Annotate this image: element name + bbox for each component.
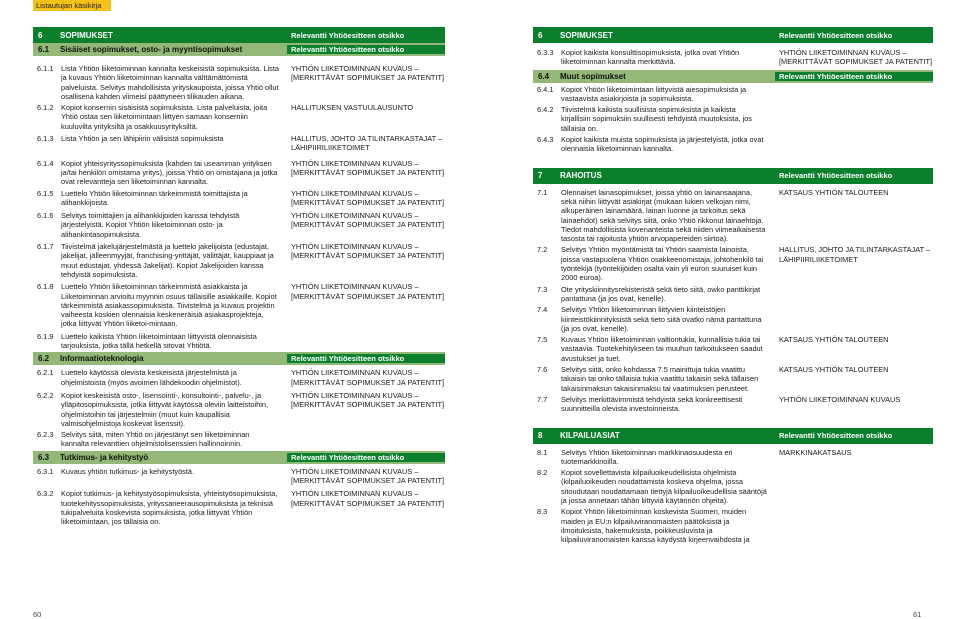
checklist-row — [533, 507, 933, 544]
prospectus-section: YHTIÖN LIIKETOIMINNAN KUVAUS – [MERKITTÄVÄT SOPIMUKSET JA PATENTIT] — [291, 368, 445, 387]
checklist-row — [533, 285, 933, 304]
prospectus-section: YHTIÖN LIIKETOIMINNAN KUVAUS – [MERKITTÄVÄT SOPIMUKSET JA PATENTIT] — [291, 211, 445, 230]
item-text: Kopiot kaikista muista sopimuksista ja järjestelyistä, jotka ovat olennaisia liiketoiminnan kannalta. — [561, 135, 764, 154]
column-header: Relevantti Yhtiöesitteen otsikko — [287, 45, 445, 54]
item-text: Kuvaus yhtiön tutkimus- ja kehitystyöstä. — [61, 466, 195, 476]
item-number: 7.2 — [537, 245, 548, 255]
item-text: Kopiot sovellettavista kilpailuoikeudellisista ohjelmista (kilpailuoikeuden noudattamista koskeva ohjelma, jossa sitoudutaan noudattamaan tiettyjä kilpailuoikeudellisia sääntöjä ja jossa annetaan tähän liittyviä käytännön ohjeita). — [561, 468, 767, 505]
prospectus-section — [775, 285, 933, 304]
subsection-heading — [33, 43, 445, 56]
section-title: KILPAILUASIAT — [560, 431, 620, 440]
section-heading — [33, 27, 445, 43]
item-text: Selvitys toimittajien ja alihankkijoiden kanssa tehdyistä järjestelyistä. Kopiot Yhtiön liiketoiminnan osto- ja alihankintasopimuksista. — [61, 211, 240, 239]
prospectus-section — [775, 305, 933, 333]
item-number: 6.2.2 — [37, 390, 54, 400]
item-number: 6.2.3 — [37, 430, 54, 440]
column-header: Relevantti Yhtiöesitteen otsikko — [291, 30, 405, 40]
item-text: Kuvaus Yhtiön liiketoiminnan valtiontukia, kunnallisia tukia tai vastaavia. Tuotekehitykseen tai muuhun tarkoitukseen saadut avustukset ja tuet. — [561, 335, 763, 363]
prospectus-section: KATSAUS YHTIÖN TALOUTEEN — [779, 187, 889, 197]
prospectus-section — [775, 507, 933, 544]
prospectus-section: HALLITUS, JOHTO JA TILINTARKASTAJAT – LÄHIPIIRILIIKETOIMET — [291, 134, 443, 153]
checklist-row — [533, 135, 933, 154]
column-header: Relevantti Yhtiöesitteen otsikko — [779, 171, 893, 181]
section-number: 6.1 — [38, 45, 50, 54]
item-number: 8.1 — [537, 447, 548, 457]
section-heading — [533, 428, 933, 444]
prospectus-section: YHTIÖN LIIKETOIMINNAN KUVAUS – [MERKITTÄVÄT SOPIMUKSET JA PATENTIT] — [779, 48, 933, 67]
item-text: Kopiot yhteisyrityssopimuksista (kahden tai useamman yrityksen ja/tai henkilön omistama yritys), joissa Yhtiö on omistajana ja jotka ovat relevantteja sen liiketoiminnan kannalta. — [61, 158, 278, 187]
checklist-row — [533, 245, 933, 282]
checklist-row — [533, 365, 933, 393]
checklist-row — [33, 103, 445, 131]
item-number: 7.5 — [537, 335, 548, 345]
checklist-row — [533, 188, 933, 244]
checklist-row — [33, 368, 445, 387]
checklist-row — [533, 85, 933, 104]
prospectus-section — [775, 468, 933, 505]
item-number: 6.4.2 — [537, 105, 554, 115]
section-heading — [533, 168, 933, 184]
section-title: Sisäiset sopimukset, osto- ja myyntisopimukset — [60, 45, 243, 54]
section-number: 8 — [538, 431, 543, 440]
left-page — [33, 27, 445, 526]
column-header: Relevantti Yhtiöesitteen otsikko — [779, 30, 893, 40]
checklist-row — [33, 64, 445, 101]
item-number: 7.3 — [537, 284, 548, 294]
column-header: Relevantti Yhtiöesitteen otsikko — [775, 72, 933, 81]
right-page — [533, 27, 933, 544]
item-number: 6.3.3 — [537, 48, 554, 57]
checklist-row — [533, 395, 933, 414]
item-text: Lista Yhtiön liiketoiminnan kannalta keskeisistä sopimuksista. Lista ja kuvaus Yhtiön liiketoiminnan kannalta välttämättömistä palveluista. Selvitys mahdollisista yrityskaupoista, joissa Yhtiö ollut osallisena kahden viimeisi päättyneen tilikauden aikana. — [61, 64, 279, 101]
prospectus-section — [775, 85, 933, 104]
item-text: Luettelo käytössä olevista keskeisistä järjestelmistä ja ohjelmistoista (myös avoimen lähdekoodin ohjelmistot). — [61, 368, 242, 387]
subsection-heading — [33, 352, 445, 365]
prospectus-section: YHTIÖN LIIKETOIMINNAN KUVAUS – [MERKITTÄVÄT SOPIMUKSET JA PATENTIT] — [291, 282, 445, 301]
section-number: 6 — [38, 30, 43, 40]
section-heading — [533, 27, 933, 43]
checklist-row — [33, 189, 445, 208]
header-tab: Listautujan käsikirja — [33, 0, 111, 11]
prospectus-section: HALLITUKSEN VASTUULAUSUNTO — [291, 103, 414, 113]
item-number: 6.3.1 — [37, 466, 54, 476]
subsection-heading — [533, 70, 933, 83]
section-number: 6.2 — [38, 354, 50, 364]
prospectus-section: YHTIÖN LIIKETOIMINNAN KUVAUS – [MERKITTÄVÄT SOPIMUKSET JA PATENTIT] — [291, 390, 445, 410]
item-text: Ote yrityskiinnitysrekisteristä sekä tieto siitä, owko panttikirjat pantattuna (ja jos ovat, kenelle). — [561, 284, 761, 303]
item-text: Selvitys Yhtiön myöntämistä tai Yhtiön saamista lainoista, joissa vastapuolena Yhtiön osakkeenomistaja, johtohenkilö tai työntekijä (työntekijöiden osalta vain yli euron suuruiset kuin 2000 euroa). — [561, 245, 764, 283]
prospectus-section: KATSAUS YHTIÖN TALOUTEEN — [779, 365, 889, 375]
item-text: Selvitys merkittävimmistä tehdyistä sekä konkreettisesti suunnitteilla olevista investoinneista. — [561, 394, 743, 414]
section-title: SOPIMUKSET — [560, 30, 613, 40]
item-number: 6.1.2 — [37, 103, 54, 113]
section-title: SOPIMUKSET — [60, 30, 113, 40]
checklist-row — [33, 211, 445, 239]
item-text: Kopiot tutkimus- ja kehitystyösopimuksista, yhteistyösopimuksista, tuotekehityssopimuksista, yrityssaneerausopimuksista ja teknisiä tukipalveluita koskevista sopimuksista, jotka liittyvät Yhtiön liiketoimintaan, jos tällaisia on. — [61, 489, 278, 527]
column-header: Relevantti Yhtiöesitteen otsikko — [287, 354, 445, 363]
prospectus-section: YHTIÖN LIIKETOIMINNAN KUVAUS – [MERKITTÄVÄT SOPIMUKSET JA PATENTIT] — [291, 188, 445, 207]
item-number: 6.2.1 — [37, 368, 54, 378]
page-number-right: 61 — [913, 610, 922, 619]
item-number: 8.3 — [537, 507, 548, 517]
item-number: 7.1 — [537, 187, 548, 197]
item-number: 7.4 — [537, 305, 548, 315]
checklist-row — [33, 489, 445, 526]
checklist-row — [533, 448, 933, 467]
checklist-row — [33, 134, 445, 153]
item-text: Tiivistelmä kaikista suullisista sopimuksista ja kaikista kirjallisiin sopimuksiin suullisesti tehdyistä muutoksista, jos tällaisia on. — [561, 105, 752, 133]
prospectus-section — [287, 332, 445, 351]
prospectus-section: MARKKINAKATSAUS — [779, 447, 852, 457]
section-title: Muut sopimukset — [560, 71, 626, 81]
item-text: Luettelo Yhtiön liiketoiminnan tärkeimmistä toimittajista ja alihankkijoista. — [61, 188, 248, 207]
prospectus-section: YHTIÖN LIIKETOIMINNAN KUVAUS – [MERKITTÄVÄT SOPIMUKSET JA PATENTIT] — [291, 242, 445, 261]
item-text: Selvitys Yhtiön liiketoiminnan markkinaosuudesta eri tuotemarkkinoilla. — [561, 447, 733, 466]
item-text: Tiivistelmä jakelujärjestelmästä ja luettelo jakelijoista (edustajat, jakelijat, jälleenmyyjät, franchising-yrittäjät, välittäjät, kauppiaat ja muut edustajat, yhdessä Jakelijat). Kopiot Jakelijoiden kanssa tehdyistä sopimuksista. — [61, 242, 274, 279]
checklist-row — [33, 467, 445, 486]
checklist-row — [33, 332, 445, 351]
checklist-row — [533, 48, 933, 67]
section-title: Informaatioteknologia — [60, 354, 144, 364]
prospectus-section — [775, 105, 933, 133]
item-text: Kopiot keskeisistä osto-, lisensointi-, konsultointi-, palvelu-, ja ylläpitosopimuksista, jotka liittyvät käytössä oleviin laitteistoihin, ohjelmistoihin tai järjestelmiin (muut kuin kaupallisia valmisohjelmistoja koskevat lisenssit). — [61, 390, 269, 428]
checklist-row — [33, 282, 445, 328]
column-header: Relevantti Yhtiöesitteen otsikko — [287, 453, 445, 462]
item-number: 6.1.4 — [37, 158, 54, 168]
item-text: Kopiot kaikista konsulttisopimuksista, jotka ovat Yhtiön liiketoiminnan kannalta merkittäviä. — [561, 48, 740, 67]
item-text: Luettelo kaikista Yhtiön liiketoimintaan liittyvistä olennaisista tarjouksista, jotka tällä hetkellä sitovat Yhtiötä. — [61, 331, 257, 351]
item-number: 6.4.1 — [537, 84, 554, 94]
item-number: 8.2 — [537, 468, 548, 478]
item-number: 6.3.2 — [37, 489, 54, 499]
item-number: 6.1.9 — [37, 331, 54, 341]
checklist-row — [33, 430, 445, 449]
prospectus-section: HALLITUS, JOHTO JA TILINTARKASTAJAT – LÄHIPIIRILIIKETOIMET — [779, 245, 931, 264]
item-text: Kopiot konsernin sisäisistä sopimuksista. Lista palveluista, joita Yhtiö ostaa sen liiketoimintaan liittyen samaan konserniin kuuluvilta yrityksiltä ja osakkuusyrityksiltä. — [61, 103, 268, 131]
checklist-row — [533, 468, 933, 505]
section-number: 7 — [538, 171, 543, 181]
section-title: Tutkimus- ja kehitystyö — [60, 452, 149, 462]
prospectus-section — [775, 135, 933, 154]
section-number: 6 — [538, 30, 543, 40]
checklist-row — [533, 335, 933, 363]
prospectus-section: KATSAUS YHTIÖN TALOUTEEN — [779, 335, 889, 345]
item-number: 6.1.7 — [37, 242, 54, 252]
item-number: 7.6 — [537, 365, 548, 375]
item-text: Lista Yhtiön ja sen lähipiirin välisistä sopimuksista — [61, 134, 224, 144]
subsection-heading — [33, 451, 445, 464]
checklist-row — [33, 391, 445, 428]
item-text: Selvitys siitä, miten Yhtiö on järjestänyt sen liiketoiminnan kannalta relevanttien ohjelmistolisenssien hallinnoinnin. — [61, 430, 250, 449]
item-number: 7.7 — [537, 394, 548, 404]
section-number: 6.3 — [38, 452, 50, 462]
checklist-row — [33, 242, 445, 279]
item-text: Olennaiset lainasopimukset, joissa yhtiö on lainansaajana, sekä niihin liittyvät asiakirjat (mukaan lukien velkojan nimi, alkuperäinen lainamäärä, lainan luonne ja tarkoitus sekä lainaehdot) sekä selvitys siitä, onko Yhtiö rikkonut lainaehtoja. Tiedot mahdollisista kovenanteista sekä niiden viimeaikaisesta tasosta tai rajoitusta yhtiön arvopapereiden siirtoa). — [561, 187, 766, 244]
item-text: Luettelo Yhtiön liiketoiminnan tärkeimmistä asiakkaista ja Liiketoiminnan arvioitu myynnin osuus tällaisille asiakkaille. Kopiot tärkeimmistä asiakassopimuksista. Tiivistelmä ja kuvaus projektin vaiheesta koskien olennaisia keskeneräisiä asiakasprojekteja, jotka liittyvät Yhtiön liiketoi-mintaan. — [61, 282, 277, 329]
checklist-row — [33, 159, 445, 187]
item-number: 6.4.3 — [537, 135, 554, 145]
item-number: 6.1.6 — [37, 211, 54, 221]
section-number: 6.4 — [538, 71, 550, 81]
section-title: RAHOITUS — [560, 171, 602, 181]
prospectus-section — [287, 430, 445, 449]
checklist-row — [533, 105, 933, 133]
item-text: Kopiot Yhtiön liiketoiminnan koskevista Suomen, muiden maiden ja EU:n kilpailuviranomaisten päätöksistä ja ilmoituksista, hakemuksista, poikkeusluvista ja kilpailuviranomaisten kanssa käydystä kirjeenvaihdosta ja — [561, 507, 750, 545]
item-text: Selvitys Yhtiön liiketoiminnan liittyvien kiinteistöjen kiinteistökiinnityksistä sekä tieto siitä ovatko nämä pantattuna (ja jos ovat, kenelle). — [561, 305, 762, 333]
column-header: Relevantti Yhtiöesitteen otsikko — [779, 431, 893, 440]
prospectus-section: YHTIÖN LIIKETOIMINNAN KUVAUS – [MERKITTÄVÄT SOPIMUKSET JA PATENTIT] — [291, 466, 445, 485]
page-number-left: 60 — [33, 610, 42, 619]
item-text: Selvitys siitä, onko kohdassa 7.5 mainittuja tukia vaatittu takaisin tai onko tällaisia tukia vaatittu takaisin sekä tällaisen takaisinmaksun takaisinmaksu tai vaatimuksen perusteet. — [561, 365, 759, 393]
item-number: 6.1.8 — [37, 282, 54, 292]
item-text: Kopiot Yhtiön liiketoimintaan liittyvistä aiesopimuksista ja vastaavista asiakirjoista ja sopimuksista. — [561, 84, 747, 103]
item-number: 6.1.5 — [37, 188, 54, 198]
prospectus-section: YHTIÖN LIIKETOIMINNAN KUVAUS – [MERKITTÄVÄT SOPIMUKSET JA PATENTIT] — [291, 64, 445, 83]
item-number: 6.1.1 — [37, 64, 54, 73]
prospectus-section: YHTIÖN LIIKETOIMINNAN KUVAUS – [MERKITTÄVÄT SOPIMUKSET JA PATENTIT] — [291, 489, 445, 508]
prospectus-section: YHTIÖN LIIKETOIMINNAN KUVAUS — [779, 394, 901, 404]
checklist-row — [533, 305, 933, 333]
item-number: 6.1.3 — [37, 134, 54, 144]
prospectus-section: YHTIÖN LIIKETOIMINNAN KUVAUS – [MERKITTÄVÄT SOPIMUKSET JA PATENTIT] — [291, 158, 445, 177]
